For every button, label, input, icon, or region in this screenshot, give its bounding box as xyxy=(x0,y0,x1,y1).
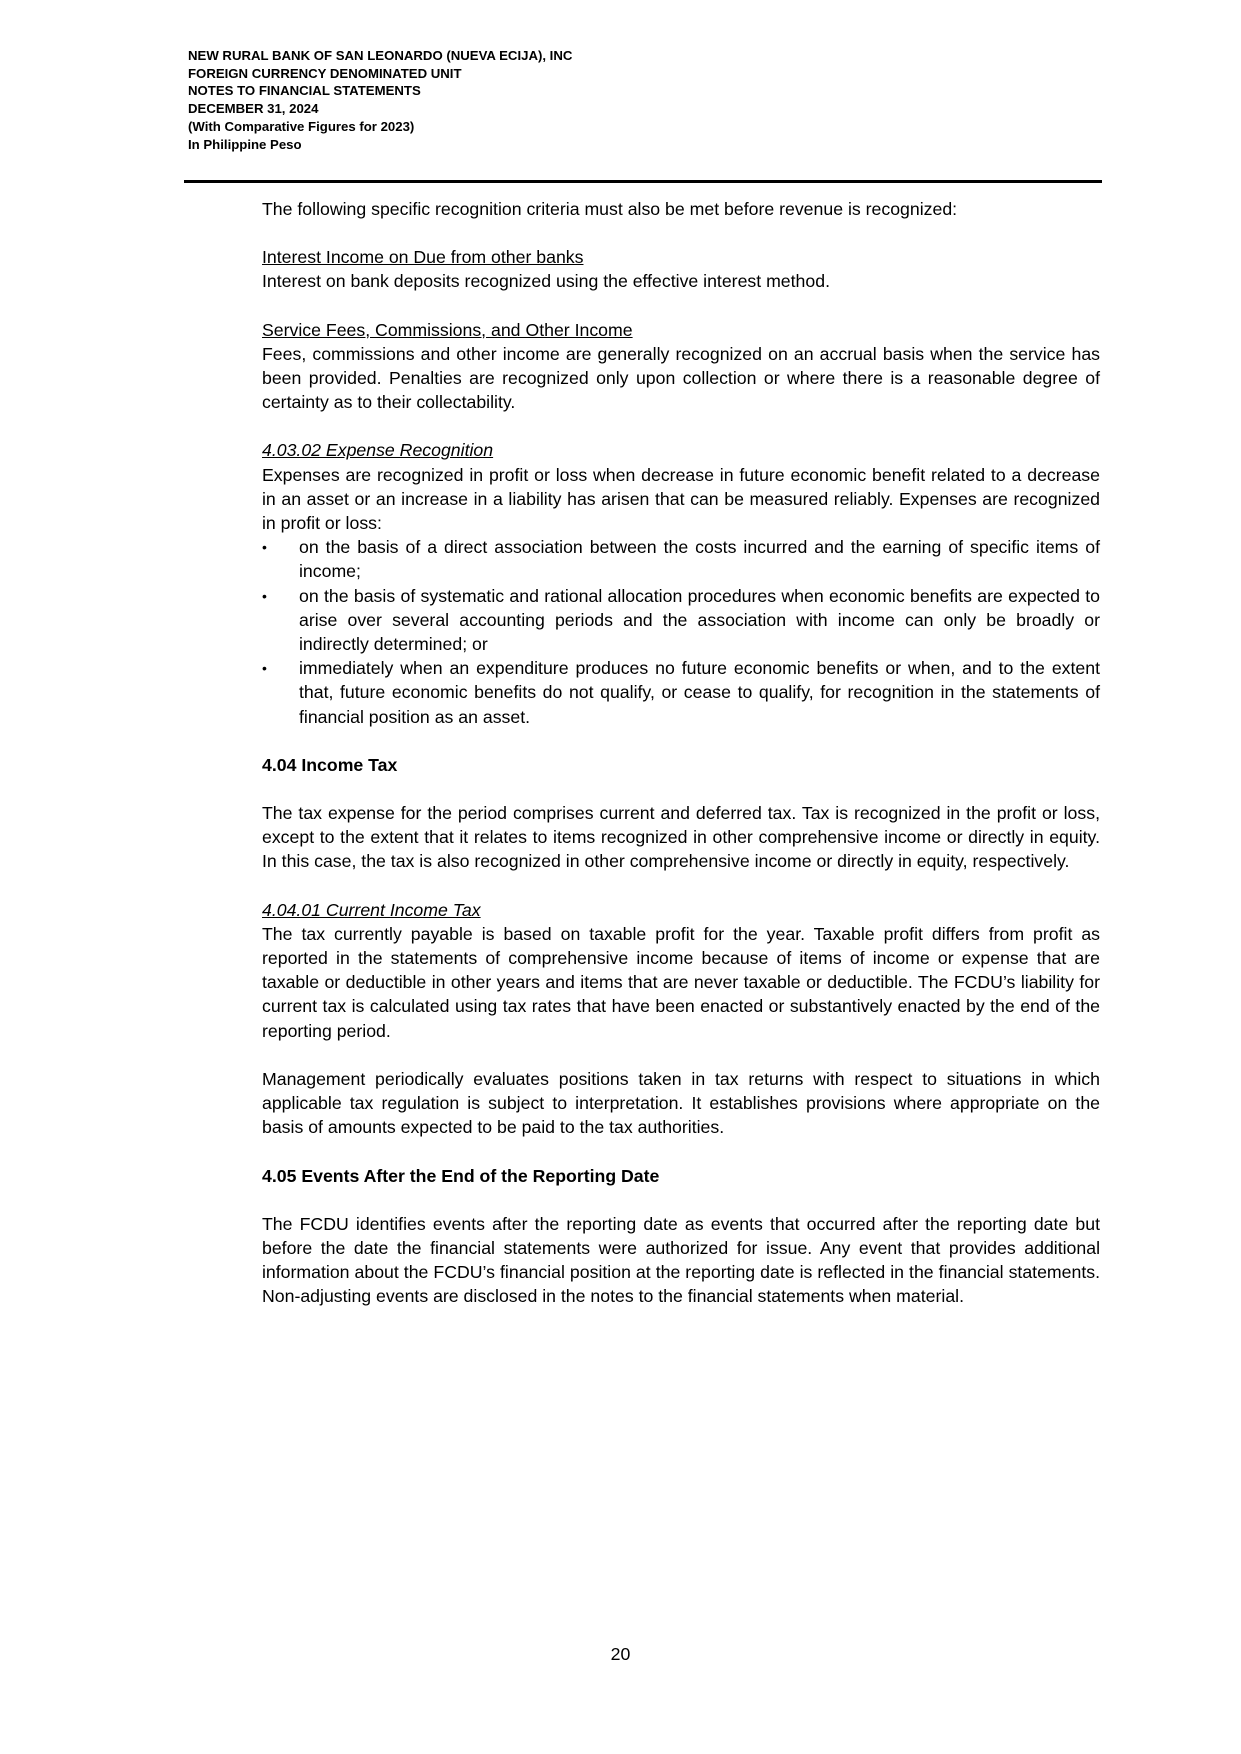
header-document-title: NOTES TO FINANCIAL STATEMENTS xyxy=(188,83,421,99)
list-item-text: immediately when an expenditure produces no future economic benefits or when, and to the extent that, future economic benefits do not qualify, or cease to qualify, for recognition in the statements of financial position as an asset. xyxy=(299,658,1100,727)
current-income-tax-title: 4.04.01 Current Income Tax xyxy=(262,899,481,920)
header-divider xyxy=(184,180,1102,183)
list-item xyxy=(262,535,1100,583)
intro-paragraph: The following specific recognition criteria must also be met before revenue is recognized: xyxy=(262,199,958,219)
interest-income-title: Interest Income on Due from other banks xyxy=(262,247,584,268)
interest-income-text: Interest on bank deposits recognized using the effective interest method. xyxy=(262,271,830,292)
current-income-tax-section xyxy=(262,898,1100,1140)
current-income-tax-text: The tax currently payable is based on taxable profit for the year. Taxable profit differs from profit as reported in the statements of comprehensive income because of items of income or expense that are taxable or deductible in other years and items that are never taxable or deductible. The FCDU’s liability for current tax is calculated using tax rates that have been enacted or substantively enacted by the end of the reporting period. xyxy=(262,923,1100,1041)
income-tax-section xyxy=(262,753,1100,874)
list-item-text: on the basis of a direct association between the costs incurred and the earning of specific items of income; xyxy=(299,537,1100,582)
header-currency: In Philippine Peso xyxy=(188,136,302,152)
service-fees-title: Service Fees, Commissions, and Other Income xyxy=(262,319,633,340)
list-item xyxy=(262,656,1100,729)
events-after-text: The FCDU identifies events after the reporting date as events that occurred after the reporting date but before the date the financial statements were authorized for issue. Any event that provides additional information about the FCDU’s financial position at the reporting date is reflected in the financial statements. Non-adjusting events are disclosed in the notes to the financial statements when material. xyxy=(262,1213,1100,1307)
service-fees-section xyxy=(262,318,1100,415)
income-tax-heading: 4.04 Income Tax xyxy=(262,754,398,775)
header-unit-name: FOREIGN CURRENCY DENOMINATED UNIT xyxy=(188,65,462,81)
document-header xyxy=(188,47,572,153)
page-body xyxy=(262,197,1100,1309)
list-item-text: on the basis of systematic and rational allocation procedures when economic benefits are expected to arise over several accounting periods and the association with income can only be broadly or indirectly determined; or xyxy=(299,585,1100,655)
expense-recognition-list xyxy=(262,535,1100,729)
income-tax-text: The tax expense for the period comprises current and deferred tax. Tax is recognized in the profit or loss, except to the extent that it relates to items recognized in other comprehensive income or directly in equity. In this case, the tax is also recognized in other comprehensive income or directly in equity, respectively. xyxy=(262,803,1100,872)
service-fees-text: Fees, commissions and other income are generally recognized on an accrual basis when the service has been provided. Penalties are recognized only upon collection or where there is a reasonable degree of certainty as to their collectability. xyxy=(262,343,1100,413)
interest-income-section xyxy=(262,245,1100,293)
header-company-name: NEW RURAL BANK OF SAN LEONARDO (NUEVA ECIJA), INC xyxy=(188,48,573,63)
expense-recognition-text: Expenses are recognized in profit or loss when decrease in future economic benefit related to a decrease in an asset or an increase in a liability has arisen that can be measured reliably. Expenses are recognized in profit or loss: xyxy=(262,464,1100,534)
page-number: 20 xyxy=(610,1644,631,1664)
list-item xyxy=(262,584,1100,657)
expense-recognition-title: 4.03.02 Expense Recognition xyxy=(262,440,494,461)
expense-recognition-section xyxy=(262,438,1100,728)
events-after-heading: 4.05 Events After the End of the Reporting Date xyxy=(262,1165,660,1186)
header-date: DECEMBER 31, 2024 xyxy=(188,101,319,117)
header-comparative-note: (With Comparative Figures for 2023) xyxy=(188,118,415,134)
events-after-section xyxy=(262,1164,1100,1309)
bullet-icon: • xyxy=(262,587,267,604)
management-evaluation-text: Management periodically evaluates positions taken in tax returns with respect to situations in which applicable tax regulation is subject to interpretation. It establishes provisions where appropriate on the basis of amounts expected to be paid to the tax authorities. xyxy=(262,1068,1100,1138)
bullet-icon: • xyxy=(262,539,267,556)
bullet-icon: • xyxy=(262,660,267,677)
